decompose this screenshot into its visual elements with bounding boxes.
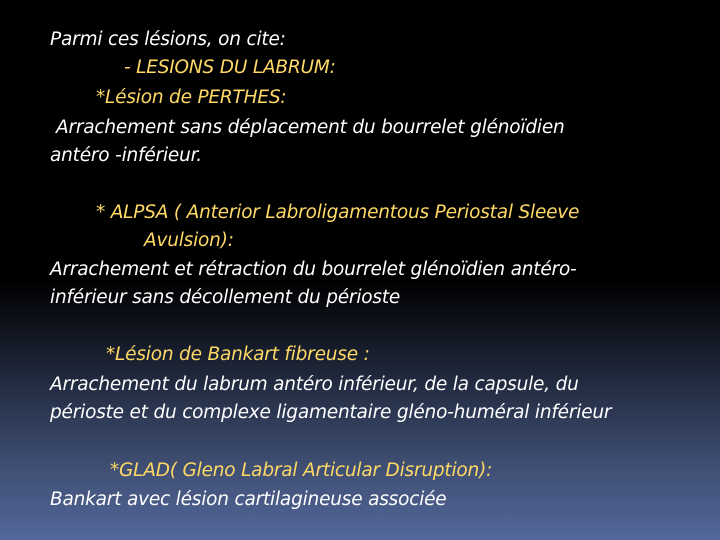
item-title-alpsa-line-2: Avulsion): <box>144 230 234 251</box>
item-desc-glad: Bankart avec lésion cartilagineuse associée <box>50 489 447 510</box>
item-title-alpsa-line-1: * ALPSA ( Anterior Labroligamentous Periostal Sleeve <box>96 202 580 223</box>
item-desc-bankart-line-2: périoste et du complexe ligamentaire gléno-huméral inférieur <box>50 402 612 423</box>
intro-text: Parmi ces lésions, on cite: <box>50 29 286 50</box>
item-desc-bankart-line-1: Arrachement du labrum antéro inférieur, de la capsule, du <box>50 374 579 395</box>
item-desc-perthes-line-2: antéro -inférieur. <box>50 145 202 166</box>
item-desc-perthes-line-1: Arrachement sans déplacement du bourrelet glénoïdien <box>56 117 565 138</box>
section-title: - LESIONS DU LABRUM: <box>124 57 336 78</box>
item-desc-alpsa-line-2: inférieur sans décollement du périoste <box>50 287 401 308</box>
item-title-perthes: *Lésion de PERTHES: <box>96 87 287 108</box>
item-title-bankart: *Lésion de Bankart fibreuse : <box>106 344 370 365</box>
item-desc-alpsa-line-1: Arrachement et rétraction du bourrelet glénoïdien antéro- <box>50 259 577 280</box>
item-title-glad: *GLAD( Gleno Labral Articular Disruption): <box>110 460 493 481</box>
